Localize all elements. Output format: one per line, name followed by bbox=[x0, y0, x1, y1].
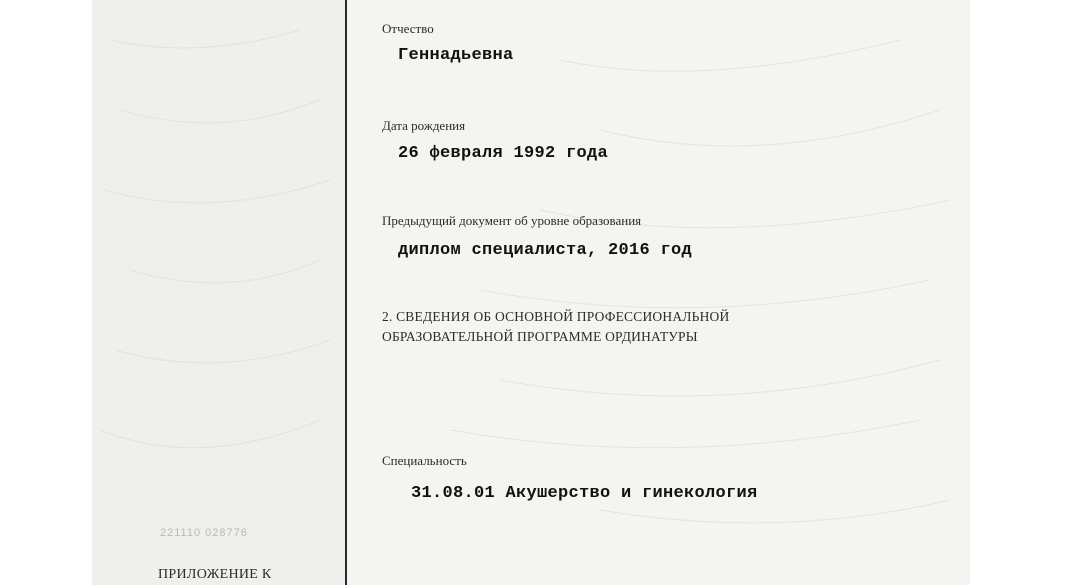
section-2-heading bbox=[382, 307, 729, 347]
birth-date-value: 26 февраля 1992 года bbox=[398, 144, 609, 163]
specialty-label: Специальность bbox=[382, 453, 467, 468]
patronymic-value: Геннадьевна bbox=[398, 46, 514, 65]
appendix-title: ПРИЛОЖЕНИЕ К bbox=[158, 567, 272, 582]
section-2-line-2: ОБРАЗОВАТЕЛЬНОЙ ПРОГРАММЕ ОРДИНАТУРЫ bbox=[382, 329, 698, 344]
previous-document-value: диплом специалиста, 2016 год bbox=[398, 241, 693, 260]
serial-number: 221110 028776 bbox=[160, 527, 248, 539]
previous-document-label: Предыдущий документ об уровне образования bbox=[382, 213, 642, 228]
left-page bbox=[92, 0, 347, 585]
patronymic-label: Отчество bbox=[382, 21, 434, 36]
birth-date-label: Дата рождения bbox=[382, 118, 466, 133]
specialty-value: 31.08.01 Акушерство и гинекология bbox=[411, 484, 758, 503]
page-fold-line bbox=[345, 0, 347, 585]
section-2-line-1: 2. СВЕДЕНИЯ ОБ ОСНОВНОЙ ПРОФЕССИОНАЛЬНОЙ bbox=[382, 309, 730, 324]
